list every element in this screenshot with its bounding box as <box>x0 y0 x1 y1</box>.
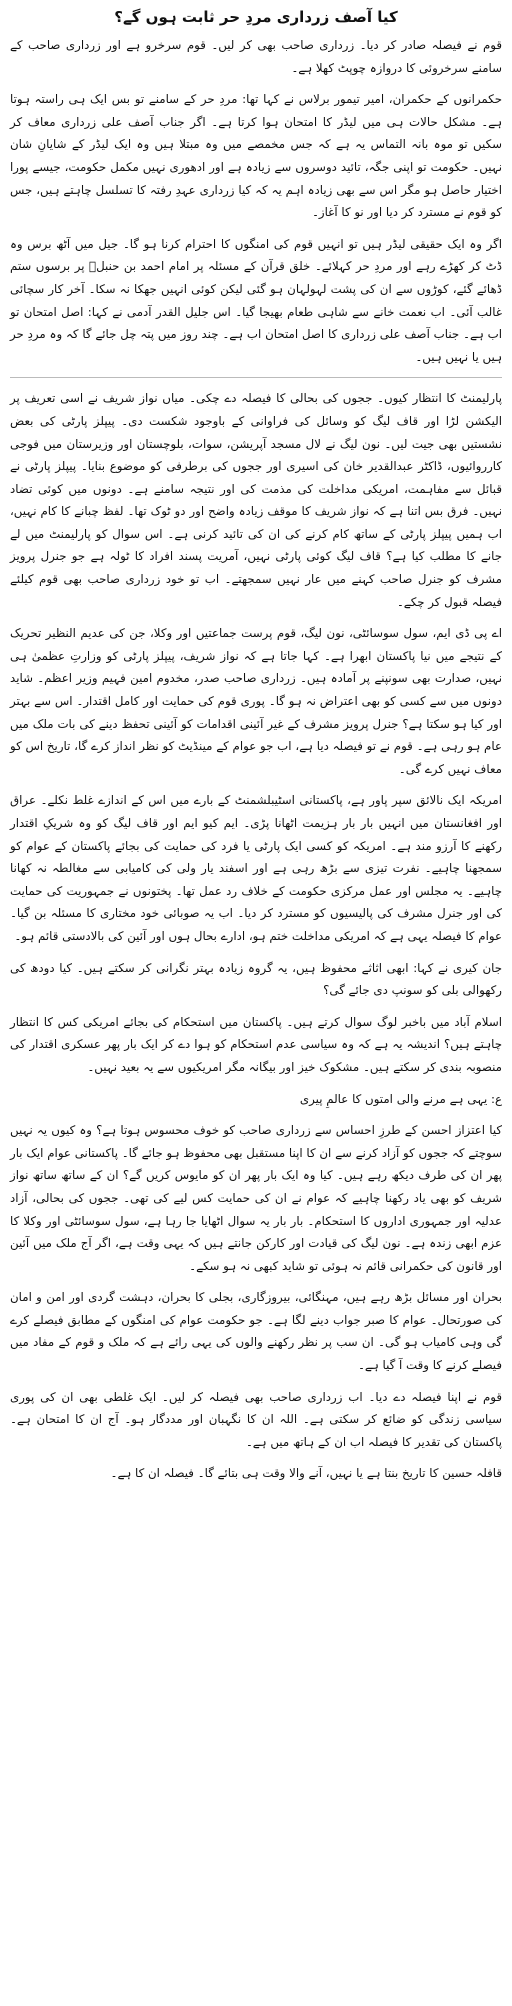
paragraph: اے پی ڈی ایم، سول سوسائٹی، نون لیگ، قوم پرست جماعتیں اور وکلا، جن کی عدیم النظیر تحریک کے نتیجے میں نیا پاکستان ابھرا ہے۔ کہا جاتا ہے کہ نواز شریف، پیپلز پارٹی کو وزارتِ عظمیٰ ہی نہیں، صدارت بھی سونپنے پر آمادہ ہیں۔ زرداری صاحب صدر، مخدوم امین فہیم وزیر اعظم۔ شاید دونوں میں سے کسی کو بھی اعتراض نہ ہو گا۔ پوری قوم کی حمایت اور کامل اقتدار۔ اس سے بہتر اور کیا ہو سکتا ہے؟ جنرل پرویز مشرف کے غیر آئینی اقدامات کو آئینی تحفظ دینے کی بات ملک میں عام ہو رہی ہے۔ قوم نے تو فیصلہ دیا ہے، اب جو عوام کے مینڈیٹ کو نظر انداز کرے گا، تاریخ اس کو معاف نہیں کرے گی۔ <box>10 626 502 776</box>
paragraph: امریکہ ایک نالائق سپر پاور ہے، پاکستانی اسٹیبلشمنٹ کے بارے میں اس کے اندازے غلط نکلے۔ عراق اور افغانستان میں انہیں بار بار ہزیمت اٹھانا پڑی۔ ایم کیو ایم اور قاف لیگ کو وہ شریکِ اقتدار رکھنے کا آرزو مند ہے۔ امریکہ کو کسی ایک پارٹی یا فرد کی حمایت کی بجائے پاکستان کے عوام کو سمجھنا چاہیے۔ نفرت تیزی سے بڑھ رہی ہے اور اسفند یار ولی کی کامیابی سے مغالطہ نہ کھانا چاہیے۔ یہ مجلس اور عمل مرکزی حکومت کے خلاف رد عمل تھا۔ پختونوں نے جمہوریت کی حمایت کی اور جنرل مشرف کی پالیسیوں کو مسترد کر دیا۔ اب یہ صوبائی خود مختاری کا مسئلہ بن گیا۔ عوام کا فیصلہ یہی ہے کہ امریکی مداخلت ختم ہو، ادارے بحال ہوں اور آئین کی بالادستی قائم ہو۔ <box>10 793 502 943</box>
divider <box>10 377 502 378</box>
paragraph: پارلیمنٹ کا انتظار کیوں۔ ججوں کی بحالی کا فیصلہ دے چکی۔ میاں نواز شریف نے اسی تعریف پر الیکشن لڑا اور قاف لیگ کو وسائل کی فراوانی کے باوجود شکست دی۔ پیپلز پارٹی کی بعض نشستیں بھی جیت لیں۔ نون لیگ نے لال مسجد آپریشن، سوات، بلوچستان اور وزیرستان میں فوجی کارروائیوں، ڈاکٹر عبدالقدیر خان کی اسیری اور ججوں کی برطرفی کو موضوع بنایا۔ پیپلز پارٹی نے قبائل سے مفاہمت، امریکی مداخلت کی مذمت کی اور نتیجہ سامنے ہے۔ دونوں میں کوئی تضاد نہیں۔ فرق بس اتنا ہے کہ نواز شریف کا موقف زیادہ واضح اور دو ٹوک تھا۔ لفظ چبانے کا کام نہیں، اب ہمیں پیپلز پارٹی کے ساتھ کام کرنے کی ان کی تائید کرنی ہے۔ اس سوال کو پارلیمنٹ میں لے جانے کا مطلب کیا ہے؟ قاف لیگ کوئی پارٹی نہیں، آمریت پسند افراد کا ٹولہ ہے جو جنرل پرویز مشرف کو جنرل صاحب کہنے میں عار نہیں سمجھتے۔ اب تو خود زرداری صاحب بھی قوم کیلئے فیصلہ قبول کر چکے۔ <box>10 391 502 609</box>
paragraph: اگر وہ ایک حقیقی لیڈر ہیں تو انہیں قوم کی امنگوں کا احترام کرنا ہو گا۔ جیل میں آٹھ برس وہ ڈٹ کر کھڑے رہے اور مردِ حر کہلائے۔ خلق قرآن کے مسئلہ پر امام احمد بن حنبلؒ پر برسوں ستم ڈھائے گئے، کوڑوں سے ان کی پشت لہولہان ہو گئی لیکن کوئی انہیں جھکا نہ سکا۔ آخر کار سچائی غالب آئی۔ اب نعمت خانے سے شاہی طعام بھیجا گیا۔ اس جلیل القدر آدمی نے کہا: اصل امتحان تو اب ہے۔ جناب آصف علی زرداری کا اصل امتحان اب ہے۔ چند روز میں پتہ چل جائے گا کہ وہ مردِ حر ہیں یا نہیں ہیں۔ <box>10 236 502 364</box>
paragraph: حکمرانوں کے حکمران، امیر تیمور برلاس نے کہا تھا: مردِ حر کے سامنے تو بس ایک ہی راستہ ہوتا ہے۔ مشکل حالات ہی میں لیڈر کا امتحان ہوا کرتا ہے۔ اگر جناب آصف علی زرداری معاف کر سکیں تو موہ بانہ التماس یہ ہے کہ جس مخمصے میں وہ مبتلا ہیں وہ ایک لیڈر کے شایانِ شان نہیں۔ حکومت تو اپنی جگہ، تائید دوسروں سے زیادہ ہے اور ادھوری نہیں مکمل حکومت، جیسے پورا اختیار حاصل ہو مگر اس سے بھی زیادہ اہم یہ کہ کیا زرداری عہدِ رفتہ کا تسلسل چاہتے ہیں، جس کو قوم نے مسترد کر دیا اور نو کا آغاز۔ <box>10 92 502 220</box>
article-title: کیا آصف زرداری مردِ حر ثابت ہوں گے؟ <box>114 8 398 26</box>
paragraph: جان کیری نے کہا: ابھی اثاثے محفوظ ہیں، یہ گروہ زیادہ بہتر نگرانی کر سکتے ہیں۔ کیا دودھ کی رکھوالی بلی کو سونپ دی جائے گی؟ <box>10 960 502 998</box>
paragraph: بحران اور مسائل بڑھ رہے ہیں، مہنگائی، بیروزگاری، بجلی کا بحران، دہشت گردی اور امن و امان کی صورتحال۔ عوام کا صبر جواب دینے لگا ہے۔ جو حکومت عوام کی امنگوں کے مطابق فیصلے کرے گی وہی کامیاب ہو گی۔ ان سب پر نظر رکھنے والوں کی یہی رائے ہے کہ ملک و قوم کے مفاد میں فیصلے کرنے کا وقت آ گیا ہے۔ <box>10 1290 502 1373</box>
paragraph: قوم نے فیصلہ صادر کر دیا۔ زرداری صاحب بھی کر لیں۔ قوم سرخرو ہے اور زرداری صاحب کے سامنے سرخروئی کا دروازہ چوپٹ کھلا ہے۔ <box>10 38 502 75</box>
paragraph: کیا اعتزاز احسن کے طرزِ احساس سے زرداری صاحب کو خوف محسوس ہوتا ہے؟ وہ کیوں یہ نہیں سوچتے کہ ججوں کو آزاد کرنے سے ان کا اپنا مستقبل بھی محفوظ ہو جائے گا۔ پاکستانی عوام ایک بار پھر ان کی طرف دیکھ رہے ہیں۔ کیا وہ ایک بار پھر ان کو مایوس کریں گے؟ ان کے ساتھ ساتھ نواز شریف کو بھی یاد رکھنا چاہیے کہ عوام نے ان کی حمایت کس لیے کی تھی۔ ججوں کی بحالی، آزاد عدلیہ اور جمہوری اداروں کا استحکام۔ بار بار یہ سوال اٹھایا جا رہا ہے، سول سوسائٹی اور وکلا کا عزم ابھی زندہ ہے۔ نون لیگ کی قیادت اور کارکن جانتے ہیں کہ یہی وقت ہے، اگر آج ملک میں آئین اور قانون کی حکمرانی قائم نہ ہوئی تو شاید کبھی نہ ہو سکے۔ <box>10 1123 502 1273</box>
paragraph: اسلام آباد میں باخبر لوگ سوال کرتے ہیں۔ پاکستان میں استحکام کی بجائے امریکی کس کا انتظار چاہتے ہیں؟ اندیشہ یہ ہے کہ وہ سیاسی عدم استحکام کو ہوا دے کر ایک بار پھر عسکری اقتدار کی منصوبہ بندی کر سکتے ہیں۔ مشکوک خیز اور بیگانہ مگر امریکیوں سے یہ بعید نہیں۔ <box>10 1014 502 1074</box>
verse-line: ع: یہی ہے مرنے والی امتوں کا عالمِ پیری <box>299 1091 502 1106</box>
paragraph: قوم نے اپنا فیصلہ دے دیا۔ اب زرداری صاحب بھی فیصلہ کر لیں۔ ایک غلطی بھی ان کی پوری سیاسی زندگی کو ضائع کر سکتی ہے۔ اللہ ان کا نگہبان اور مددگار ہو۔ آج ان کا امتحان ہے۔ پاکستان کی تقدیر کا فیصلہ اب ان کے ہاتھ میں ہے۔ <box>10 1389 502 1449</box>
paragraph: قافلہ حسین کا تاریخ بنتا ہے یا نہیں، آنے والا وقت ہی بتائے گا۔ فیصلہ ان کا ہے۔ <box>110 1466 502 1481</box>
